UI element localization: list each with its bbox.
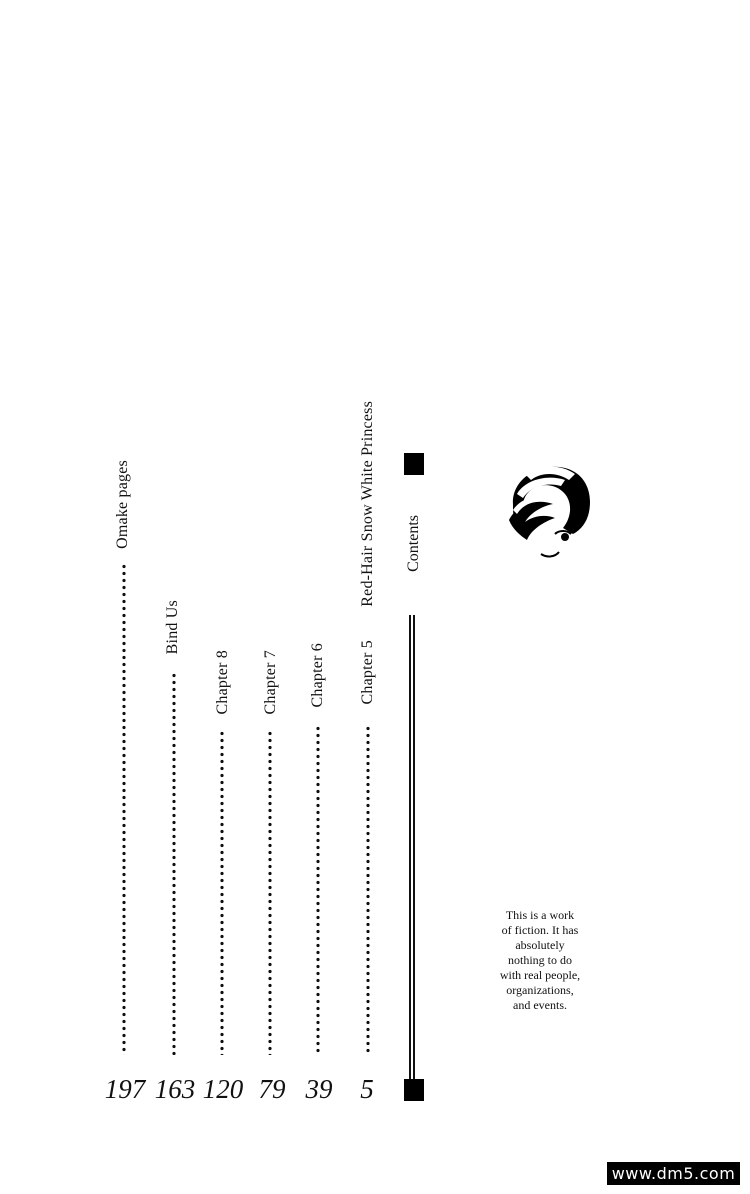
toc-label-chapter-5: Chapter 5	[359, 640, 376, 705]
toc-leader-dots	[172, 672, 176, 1055]
disclaimer-line: with real people,	[499, 968, 581, 982]
disclaimer-line: organizations,	[506, 983, 574, 997]
double-rule-left	[409, 615, 411, 1080]
disclaimer-line: absolutely	[515, 938, 565, 952]
toc-page-number: 39	[305, 1074, 333, 1104]
square-marker-bottom	[404, 1079, 424, 1101]
toc-series-title: Red-Hair Snow White Princess	[359, 401, 376, 607]
site-watermark[interactable]: www.dm5.com	[607, 1162, 740, 1185]
toc-page-number: 197	[104, 1074, 146, 1104]
disclaimer-line: of fiction. It has	[501, 923, 579, 937]
toc-page-number: 163	[154, 1074, 196, 1104]
toc-label-chapter-8: Chapter 8	[214, 650, 231, 715]
contents-heading: Contents	[405, 515, 422, 572]
disclaimer-line: nothing to do	[507, 953, 572, 967]
toc-leader-dots	[122, 563, 126, 1055]
toc-label-chapter-6: Chapter 6	[309, 643, 326, 708]
swirl-hair-girl-icon	[503, 460, 595, 560]
disclaimer-line: and events.	[513, 998, 567, 1012]
double-rule-right	[413, 615, 415, 1080]
toc-leader-dots	[220, 730, 224, 1055]
toc-page-number: 5	[360, 1074, 374, 1104]
toc-label-omake: Omake pages	[114, 460, 131, 549]
toc-label-chapter-7: Chapter 7	[262, 650, 279, 715]
toc-label-bind-us: Bind Us	[164, 600, 181, 655]
fiction-disclaimer	[490, 908, 590, 1013]
toc-leader-dots	[316, 725, 320, 1055]
toc-leader-dots	[366, 725, 370, 1055]
disclaimer-line: This is a work	[505, 908, 575, 922]
toc-page-number: 120	[202, 1074, 244, 1104]
toc-page-number: 79	[258, 1074, 286, 1104]
square-marker-top	[404, 453, 424, 475]
toc-leader-dots	[268, 730, 272, 1055]
